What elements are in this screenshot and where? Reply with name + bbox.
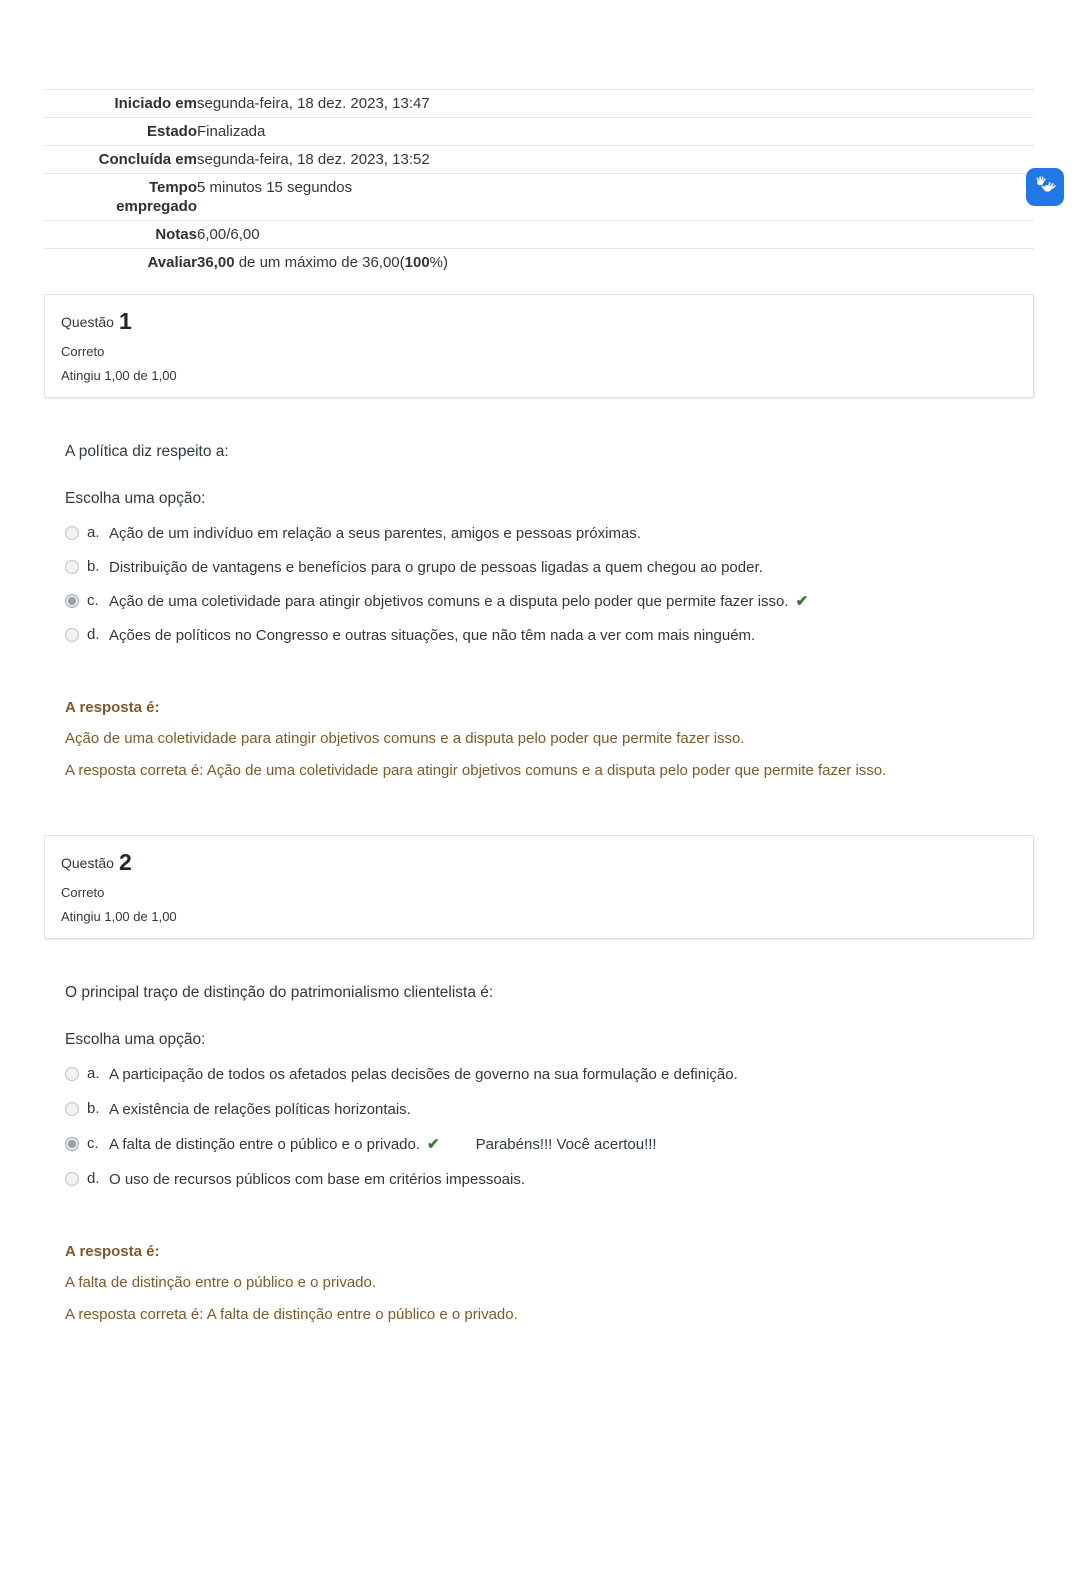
option-c-selected-correct	[65, 589, 1024, 615]
summary-row-state	[44, 118, 1034, 146]
summary-label: Iniciado em	[114, 95, 197, 112]
answer-prompt: Escolha uma opção:	[65, 490, 206, 507]
option-text: A existência de relações políticas horizontais.	[109, 1101, 411, 1118]
summary-value	[197, 249, 1034, 277]
option-letter: c.	[87, 1135, 99, 1152]
question-text: O principal traço de distinção do patrimonialismo clientelista é:	[65, 984, 494, 1001]
correct-check-icon: ✔	[427, 1136, 440, 1153]
radio-button-d[interactable]	[65, 628, 79, 642]
radio-button-c-selected[interactable]	[65, 1137, 79, 1151]
option-a	[65, 521, 1024, 547]
sign-language-hands-icon	[1033, 173, 1057, 202]
radio-button-a[interactable]	[65, 1067, 79, 1081]
question-1-options	[65, 521, 1024, 649]
feedback-answer: A falta de distinção entre o público e o privado.	[65, 1274, 377, 1291]
accessibility-sign-language-button[interactable]	[1026, 168, 1064, 206]
answer-prompt: Escolha uma opção:	[65, 1031, 206, 1048]
option-text: A falta de distinção entre o público e o privado. ✔ Parabéns!!! Você acertou!!!	[109, 1136, 657, 1153]
grade-end-text: %)	[429, 254, 449, 271]
question-grade: Atingiu 1,00 de 1,00	[61, 909, 177, 924]
question-1-content	[44, 442, 1034, 780]
summary-label: Estado	[146, 123, 197, 140]
option-c-selected-correct	[65, 1132, 1024, 1158]
correct-check-icon: ✔	[795, 593, 809, 610]
option-text: Ação de um indivíduo em relação a seus parentes, amigos e pessoas próximas.	[109, 525, 641, 542]
option-d	[65, 1167, 1024, 1193]
question-number: 1	[118, 308, 132, 334]
question-2-content	[44, 983, 1034, 1324]
question-label: Questão	[61, 855, 114, 871]
option-letter: d.	[87, 626, 100, 643]
question-2-options	[65, 1062, 1024, 1193]
option-b	[65, 1097, 1024, 1123]
grade-mid-text: de um máximo de 36,00(	[234, 254, 405, 271]
summary-label: Concluída em	[98, 151, 197, 168]
summary-label: Tempo empregado	[116, 179, 197, 215]
option-letter: a.	[87, 1065, 100, 1082]
question-1-info-box	[44, 294, 1034, 398]
question-number-line	[61, 308, 1017, 335]
question-1-block	[44, 294, 1034, 780]
radio-button-c-selected[interactable]	[65, 594, 79, 608]
feedback-correct-answer: A resposta correta é: A falta de distinção entre o público e o privado.	[65, 1306, 518, 1323]
radio-button-d[interactable]	[65, 1172, 79, 1186]
question-status: Correto	[61, 885, 105, 900]
option-text: Ações de políticos no Congresso e outras situações, que não têm nada a ver com mais ninguém.	[109, 627, 756, 644]
feedback-title: A resposta é:	[65, 699, 160, 716]
feedback-answer: Ação de uma coletividade para atingir objetivos comuns e a disputa pelo poder que permite fazer isso.	[65, 730, 745, 747]
grade-percent: 100	[404, 254, 430, 271]
question-label: Questão	[61, 314, 114, 330]
option-inline-feedback: Parabéns!!! Você acertou!!!	[475, 1136, 657, 1153]
summary-label: Avaliar	[147, 254, 197, 271]
question-grade: Atingiu 1,00 de 1,00	[61, 368, 177, 383]
option-b	[65, 555, 1024, 581]
quiz-review-page	[44, 89, 1034, 1324]
attempt-summary-table	[44, 89, 1034, 276]
summary-row-time-taken	[44, 174, 1034, 221]
summary-value: Finalizada	[197, 123, 266, 140]
summary-row-started	[44, 90, 1034, 118]
option-letter: c.	[87, 592, 99, 609]
option-letter: b.	[87, 558, 100, 575]
option-text: O uso de recursos públicos com base em critérios impessoais.	[109, 1171, 526, 1188]
summary-row-marks	[44, 221, 1034, 249]
summary-row-completed	[44, 146, 1034, 174]
question-2-feedback	[65, 1243, 1024, 1324]
option-letter: b.	[87, 1100, 100, 1117]
question-2-info-box	[44, 835, 1034, 939]
summary-row-grade	[44, 249, 1034, 277]
question-status: Correto	[61, 344, 105, 359]
option-text: Ação de uma coletividade para atingir objetivos comuns e a disputa pelo poder que permite fazer isso. ✔	[109, 593, 809, 610]
option-letter: d.	[87, 1170, 100, 1187]
radio-button-a[interactable]	[65, 526, 79, 540]
option-d	[65, 623, 1024, 649]
summary-value: segunda-feira, 18 dez. 2023, 13:47	[197, 95, 430, 112]
grade-value: 36,00	[197, 254, 235, 271]
summary-value: 5 minutos 15 segundos	[197, 179, 353, 196]
question-number: 2	[118, 849, 132, 875]
question-2-block	[44, 835, 1034, 1324]
option-a	[65, 1062, 1024, 1088]
summary-value: segunda-feira, 18 dez. 2023, 13:52	[197, 151, 430, 168]
radio-button-b[interactable]	[65, 560, 79, 574]
question-1-feedback	[65, 699, 1024, 780]
radio-button-b[interactable]	[65, 1102, 79, 1116]
option-text: Distribuição de vantagens e benefícios para o grupo de pessoas ligadas a quem chegou ao poder.	[109, 559, 763, 576]
summary-value: 6,00/6,00	[197, 226, 260, 243]
option-letter: a.	[87, 524, 100, 541]
summary-label: Notas	[155, 226, 197, 243]
question-text: A política diz respeito a:	[65, 443, 229, 460]
question-number-line	[61, 849, 1017, 876]
feedback-correct-answer: A resposta correta é: Ação de uma coletividade para atingir objetivos comuns e a disputa pelo poder que permite fazer isso.	[65, 762, 887, 779]
option-text: A participação de todos os afetados pelas decisões de governo na sua formulação e definição.	[109, 1066, 738, 1083]
feedback-title: A resposta é:	[65, 1243, 160, 1260]
